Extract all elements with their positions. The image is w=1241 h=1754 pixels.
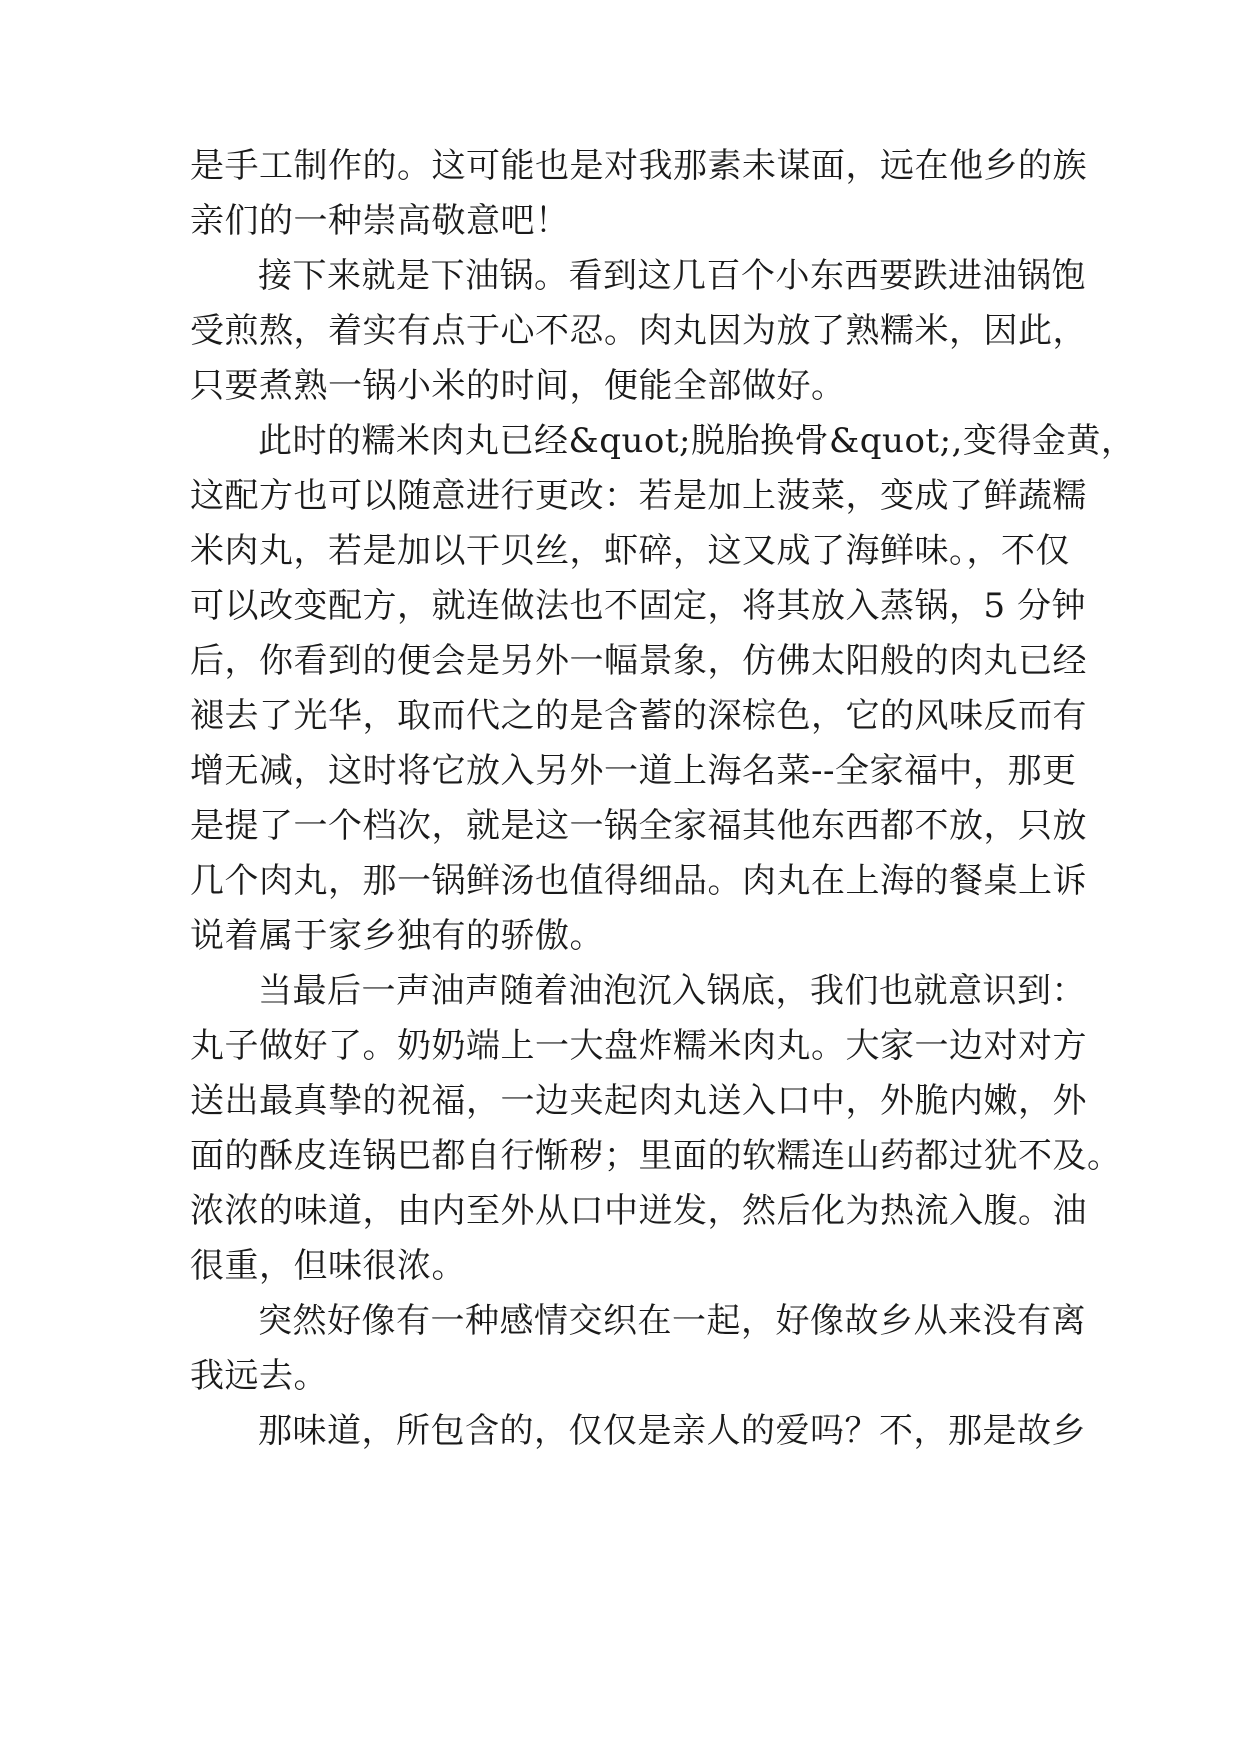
text-line: 此时的糯米肉丸已经&quot;脱胎换骨&quot;,变得金黄，	[258, 421, 1136, 461]
text-line: 那味道，所包含的，仅仅是亲人的爱吗？不，那是故乡	[258, 1411, 1086, 1451]
text-line: 受煎熬，着实有点于心不忍。肉丸因为放了熟糯米，因此，	[190, 311, 1087, 351]
text-line: 是手工制作的。这可能也是对我那素未谋面，远在他乡的族	[190, 146, 1087, 186]
text-line: 后，你看到的便会是另外一幅景象，仿佛太阳般的肉丸已经	[190, 641, 1087, 681]
text-line: 这配方也可以随意进行更改：若是加上菠菜，变成了鲜蔬糯	[190, 476, 1087, 516]
text-line: 说着属于家乡独有的骄傲。	[190, 916, 604, 956]
text-line: 接下来就是下油锅。看到这几百个小东西要跌进油锅饱	[258, 256, 1086, 296]
text-line: 几个肉丸，那一锅鲜汤也值得细品。肉丸在上海的餐桌上诉	[190, 861, 1087, 901]
text-line: 丸子做好了。奶奶端上一大盘炸糯米肉丸。大家一边对对方	[190, 1026, 1087, 1066]
text-line: 浓浓的味道，由内至外从口中迸发，然后化为热流入腹。油	[190, 1191, 1087, 1231]
text-line: 只要煮熟一锅小米的时间，便能全部做好。	[190, 366, 846, 406]
text-line: 是提了一个档次，就是这一锅全家福其他东西都不放，只放	[190, 806, 1087, 846]
text-line: 突然好像有一种感情交织在一起，好像故乡从来没有离	[258, 1301, 1086, 1341]
text-line: 当最后一声油声随着油泡沉入锅底，我们也就意识到：	[258, 971, 1086, 1011]
text-line: 亲们的一种崇高敬意吧！	[190, 201, 570, 241]
text-line: 很重，但味很浓。	[190, 1246, 466, 1286]
text-line: 米肉丸，若是加以干贝丝，虾碎，这又成了海鲜味。，不仅	[190, 531, 1070, 571]
text-line: 可以改变配方，就连做法也不固定，将其放入蒸锅，5 分钟	[190, 586, 1086, 626]
text-line: 增无减，这时将它放入另外一道上海名菜--全家福中，那更	[190, 751, 1077, 791]
text-line: 我远去。	[190, 1356, 328, 1396]
text-line: 褪去了光华，取而代之的是含蓄的深棕色，它的风味反而有	[190, 696, 1087, 736]
text-line: 面的酥皮连锅巴都自行惭秽；里面的软糯连山药都过犹不及。	[190, 1136, 1122, 1176]
text-line: 送出最真挚的祝福，一边夹起肉丸送入口中，外脆内嫩，外	[190, 1081, 1087, 1121]
